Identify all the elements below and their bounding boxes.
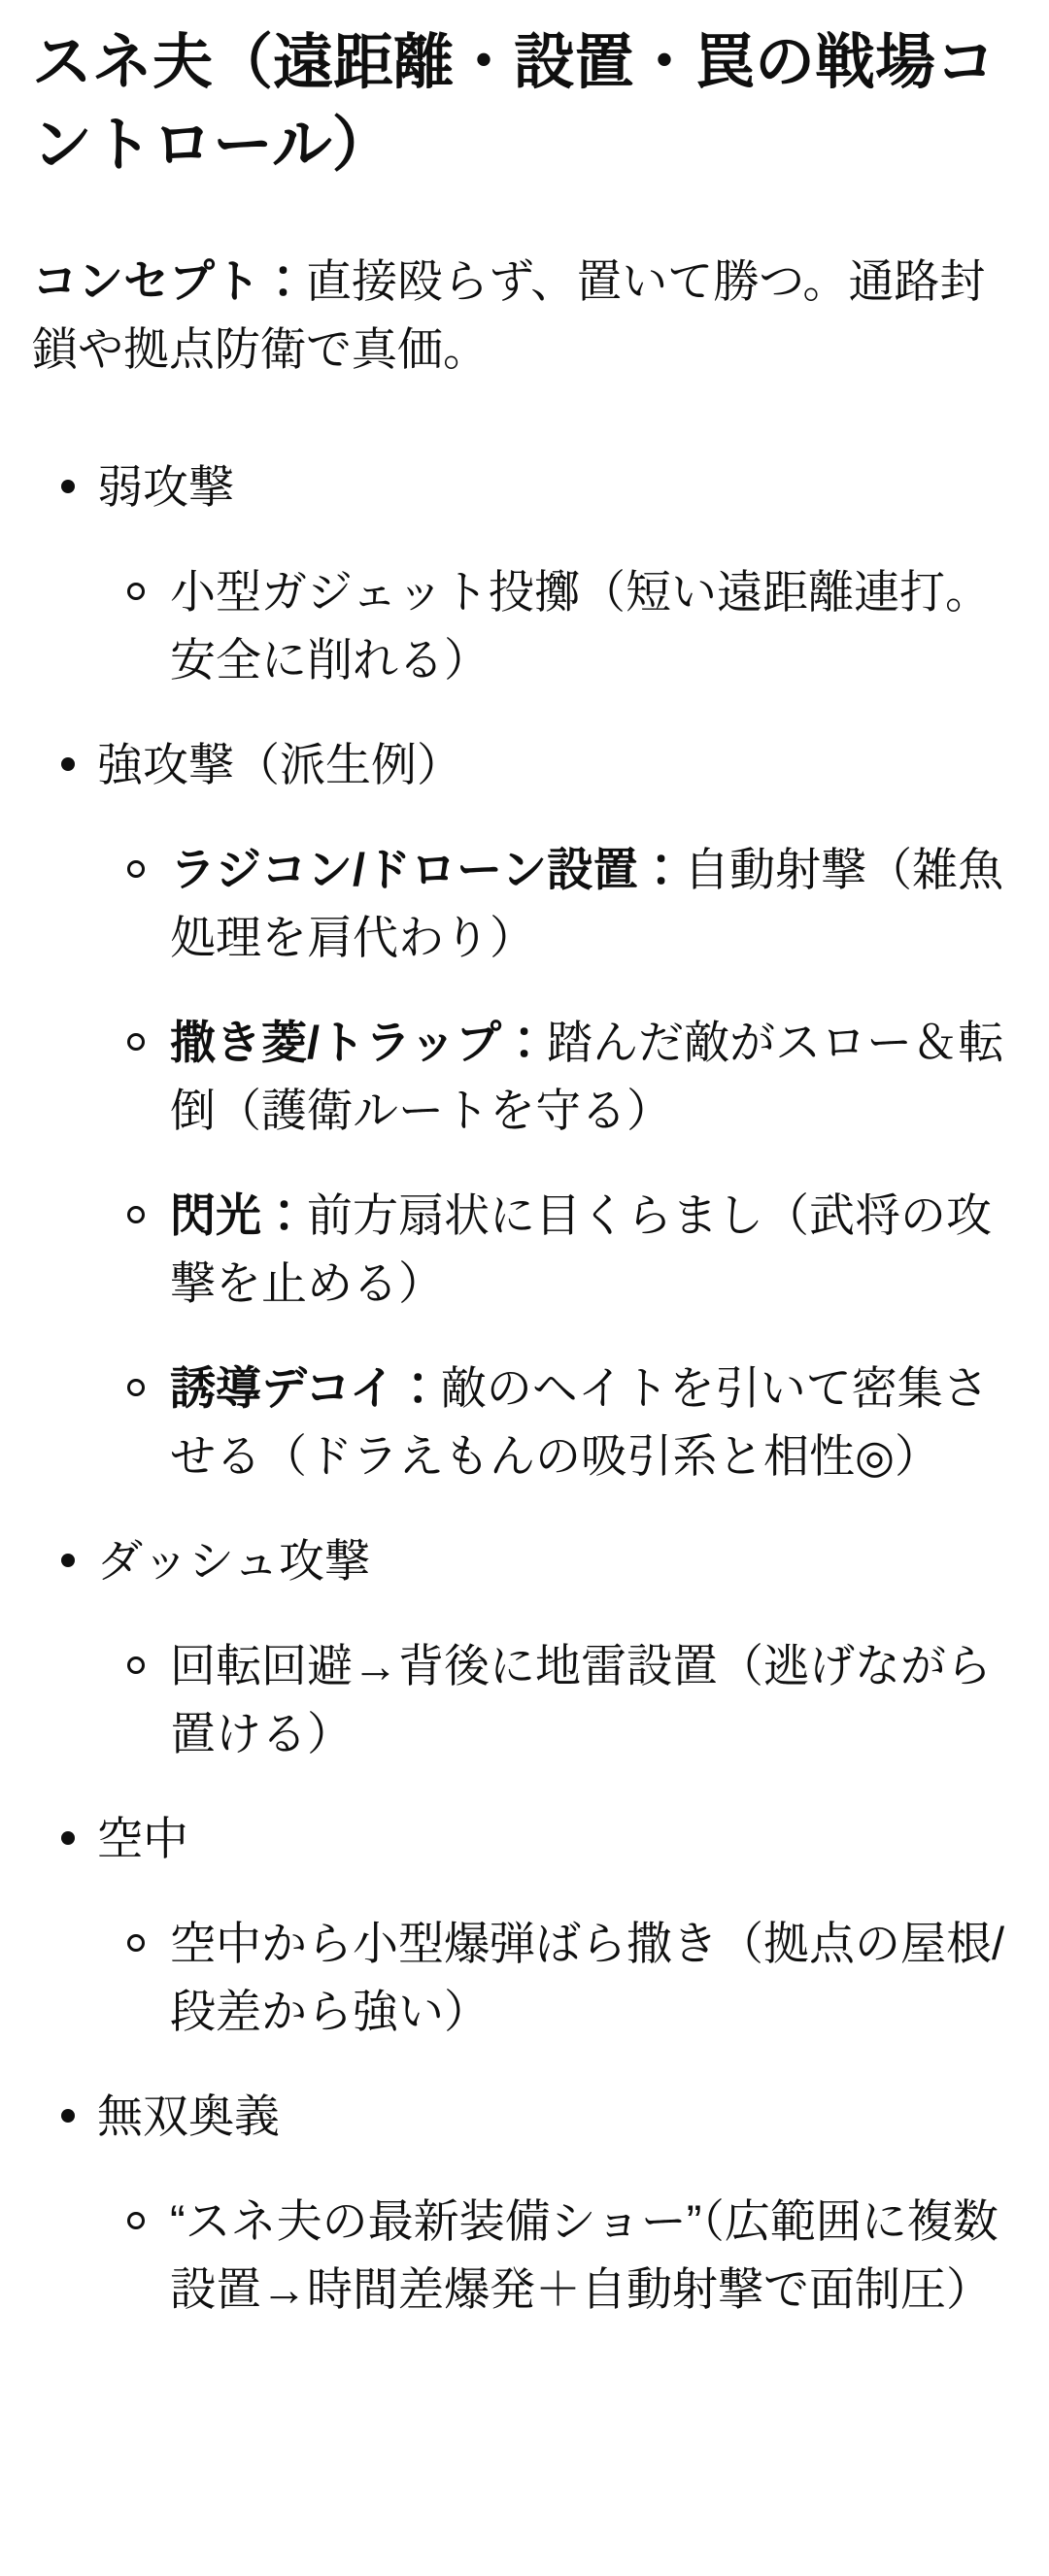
move-item [32,453,1010,694]
move-item [32,731,1010,1490]
move-label: 強攻撃（派生例） [97,739,462,790]
moves-list [32,453,1010,2324]
sub-move-term: 撒き菱/トラップ： [170,1017,548,1068]
concept-text: 直接殴らず、置いて勝つ。通路封鎖や拠点防衛で真価。 [32,255,986,375]
move-label: 無双奥義 [97,2091,280,2142]
sub-move-term: 誘導デコイ： [170,1362,441,1414]
sub-move-item [97,558,1010,694]
move-item [32,2083,1010,2324]
sub-move-list [97,558,1010,694]
sub-move-item [97,1910,1010,2046]
move-item [32,1527,1010,1768]
sub-move-item [97,2188,1010,2324]
sub-move-term: ラジコン/ドローン設置： [170,844,685,895]
move-label: 空中 [97,1813,188,1864]
move-label: 弱攻撃 [97,461,234,513]
concept-paragraph [32,248,1010,384]
sub-move-list [97,2188,1010,2324]
sub-move-list [97,1910,1010,2046]
sub-move-term: 閃光： [170,1189,307,1241]
page-title: スネ夫（遠距離・設置・罠の戦場コントロール） [32,29,997,179]
sub-move-item [97,1632,1010,1768]
sub-move-text: 踏んだ敵がスロー＆転倒（護衛ルートを守る） [170,1017,1004,1136]
sub-move-text: “スネ夫の最新装備ショー”（広範囲に複数設置→時間差爆発＋自動射撃で面制圧） [170,2195,998,2315]
concept-label: コンセプト： [32,255,306,307]
sub-move-text: 敵のヘイトを引いて密集させる（ドラえもんの吸引系と相性◎） [170,1362,989,1482]
sub-move-item [97,1009,1010,1145]
sub-move-text: 回転回避→背後に地雷設置（逃げながら置ける） [170,1640,992,1759]
sub-move-item [97,1355,1010,1490]
move-item [32,1805,1010,2046]
sub-move-text: 自動射撃（雑魚処理を肩代わり） [170,844,1004,963]
sub-move-text: 空中から小型爆弾ばら撒き（拠点の屋根/段差から強い） [170,1918,1005,2037]
sub-move-text: 小型ガジェット投擲（短い遠距離連打。安全に削れる） [170,566,992,686]
sub-move-item [97,1182,1010,1318]
sub-move-item [97,836,1010,972]
sub-move-list [97,836,1010,1490]
sub-move-text: 前方扇状に目くらまし（武将の攻撃を止める） [170,1189,992,1309]
move-label: ダッシュ攻撃 [97,1535,371,1587]
sub-move-list [97,1632,1010,1768]
